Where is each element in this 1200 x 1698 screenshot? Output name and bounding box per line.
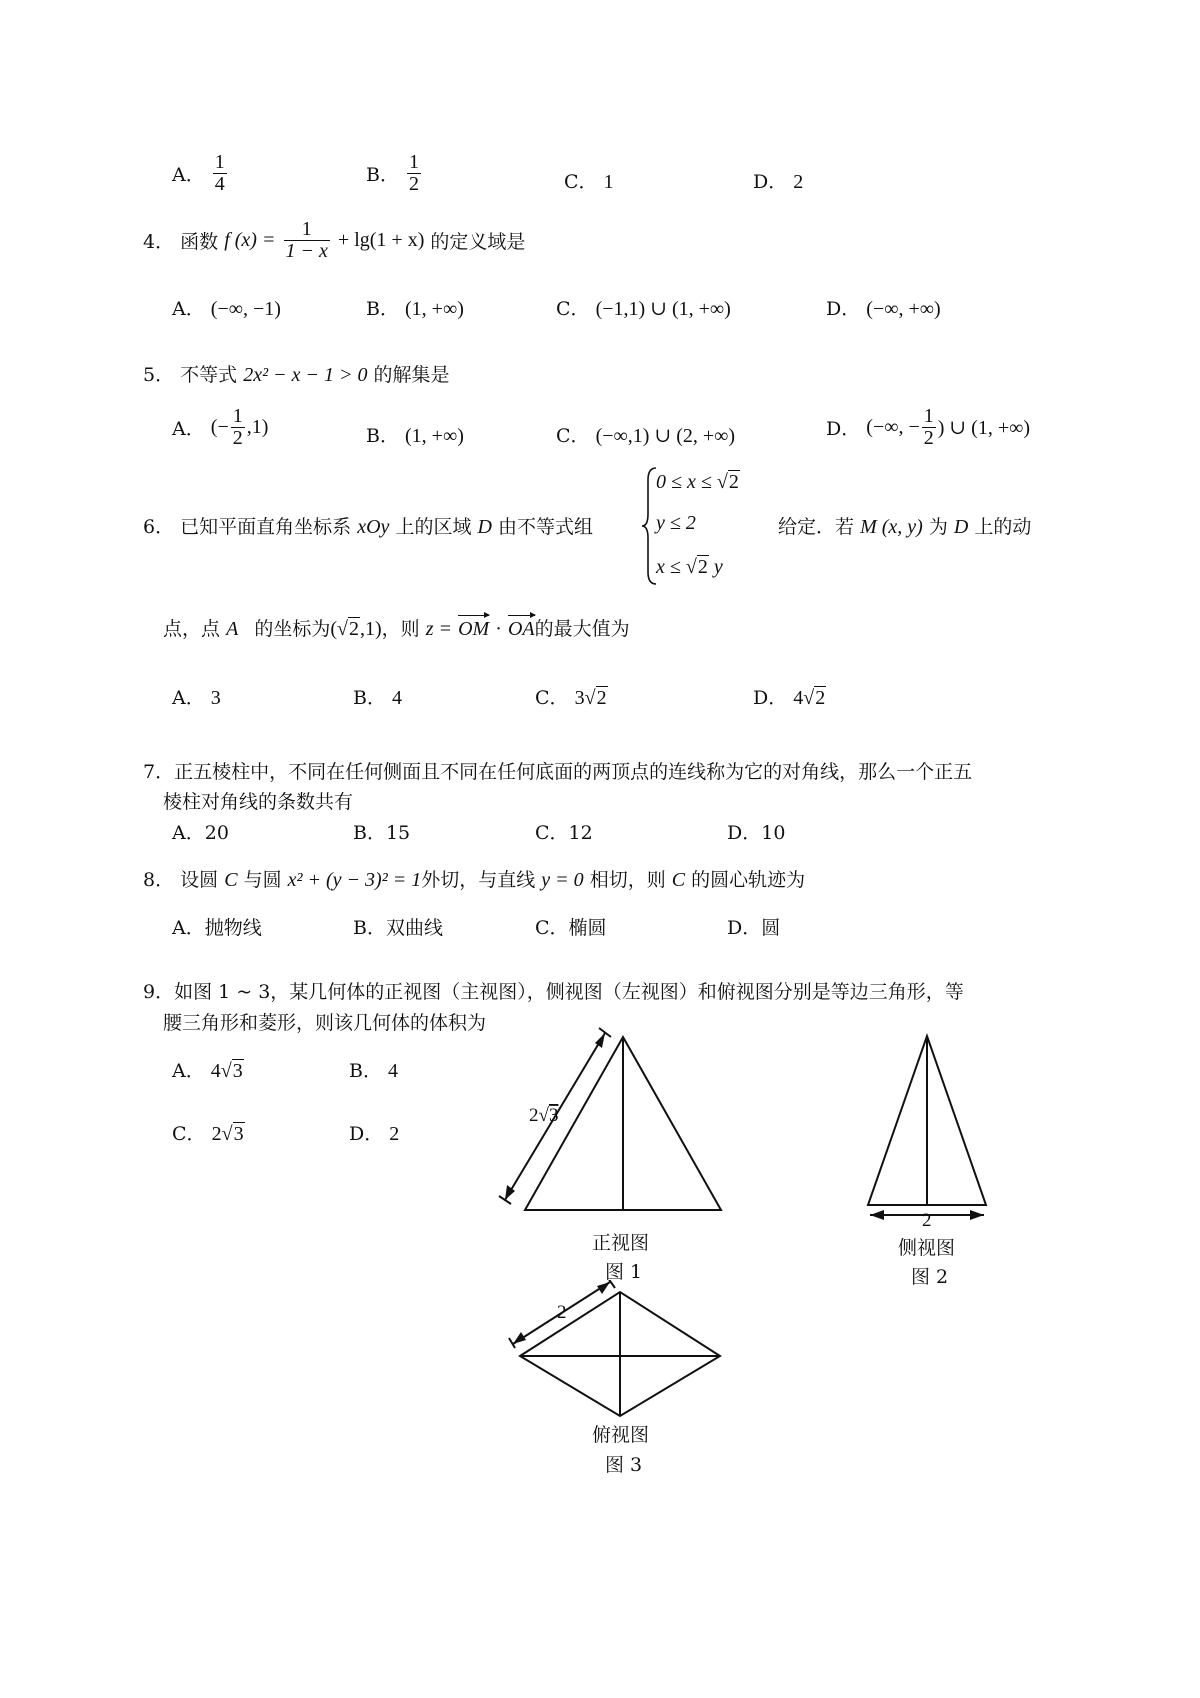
q6-option-c: C． 3√2 [535,687,607,709]
q9-option-a: A． 4√3 [172,1060,243,1082]
q3-option-b-fraction: $\frac{1}{2}$ [409,151,420,195]
sqrt-icon: √ [584,687,596,709]
figure-1-caption: 正视图 [592,1232,650,1254]
q8-option-b: B．双曲线 [353,917,443,939]
q6-system-line1: 0 ≤ x ≤ √2 [656,471,739,493]
q4-stem: 4． 函数 f (x) = $\frac{1}{1 - x}$ + lg(1 + x) 的定义域是 [143,218,526,262]
q8-stem: 8． 设圆 C 与圆 x² + (y − 3)² = 1外切，与直线 y = 0 相切，则 C 的圆心轨迹为 [143,869,806,891]
q5-option-b: B． (1, +∞) [366,425,464,447]
q9-stem-line1: 9．如图 1 ~ 3，某几何体的正视图（主视图），侧视图（左视图）和俯视图分别是等边三角形，等 [143,981,964,1003]
q3-option-c-label: C． [564,171,598,193]
sqrt-icon: √ [685,556,697,578]
figure-2-side-view [860,1030,995,1230]
fig3-arrow-start [513,1332,526,1344]
q3-option-c: C． 1 [564,171,614,193]
q5-option-a-fraction: $\frac{1}{2}$ [232,405,243,449]
fig2-dimension-label: 2 [922,1210,932,1230]
fig1-dimension-label: 2√3 [529,1105,559,1126]
q3-option-d-label: D． [753,171,788,193]
figure-1-front-view [495,1025,735,1225]
q9-option-c: C． 2√3 [172,1123,244,1145]
q4-option-c: C． (−1,1) ∪ (1, +∞) [556,298,731,320]
q3-option-a-fraction: $\frac{1}{4}$ [214,151,225,195]
q9-stem-line2: 腰三角形和菱形，则该几何体的体积为 [163,1012,487,1034]
q5-option-d-fraction: $\frac{1}{2}$ [923,405,934,449]
q6-option-d: D． 4√2 [753,687,826,709]
q6-option-b: B． 4 [353,687,403,709]
q3-option-a [172,152,229,195]
fig2-arrow-left [870,1210,884,1220]
figure-3-label: 图 3 [605,1454,643,1476]
q7-stem-line2: 棱柱对角线的条数共有 [163,791,354,813]
figure-2-label: 图 2 [911,1266,949,1288]
q8-option-c: C．椭圆 [535,917,607,939]
q6-system-line3: x ≤ √2 y [656,556,723,578]
q8-option-a: A．抛物线 [172,917,262,939]
figure-1-label: 图 1 [605,1261,643,1283]
fig2-arrow-right [970,1210,984,1220]
q4-number: 4． [143,231,175,253]
fig3-arrow-end [597,1282,610,1294]
q9-number: 9． [143,981,175,1003]
q4-fraction: $\frac{1}{1 - x}$ [285,218,328,262]
figure-3-top-view [505,1280,735,1420]
q6-system-line2: y ≤ 2 [656,512,696,534]
q5-option-d: D． (−∞, − $\frac{1}{2}$ ) ∪ (1, +∞) [826,405,1031,449]
fig3-dimension-label: 2 [557,1302,567,1323]
q7-number: 7． [143,761,175,783]
q3-option-d: D． 2 [753,171,804,193]
q4-option-a: A． (−∞, −1) [172,298,281,320]
q7-option-c: C．12 [535,822,593,844]
q9-option-b: B． 4 [349,1060,399,1082]
figure-2-caption: 侧视图 [898,1237,956,1259]
q5-stem: 5． 不等式 2x² − x − 1 > 0 的解集是 [143,364,450,386]
q5-number: 5． [143,364,175,386]
q3-option-b-label: B． [366,164,399,186]
q5-option-c: C． (−∞,1) ∪ (2, +∞) [556,425,736,447]
q7-option-d: D．10 [727,822,786,844]
q6-stem-line1: 6． 已知平面直角坐标系 xOy 上的区域 D 由不等式组 [143,516,594,538]
q3-option-a-label: A． [172,164,205,186]
q6-option-a: A． 3 [172,687,221,709]
q8-number: 8． [143,869,175,891]
sqrt-icon: √ [221,1123,233,1145]
figure-3-caption: 俯视图 [592,1424,650,1446]
q4-option-b: B． (1, +∞) [366,298,464,320]
q7-stem-line1: 7．正五棱柱中，不同在任何侧面且不同在任何底面的两顶点的连线称为它的对角线，那么一个正五 [143,761,973,783]
q9-option-d: D． 2 [349,1123,400,1145]
sqrt-icon: √ [803,687,815,709]
q6-number: 6． [143,516,175,538]
q7-option-a: A．20 [172,822,229,844]
sqrt-icon: √ [716,471,728,493]
q3-option-b [366,152,423,195]
sqrt-icon: √ [220,1060,232,1082]
q5-option-a: A． (− $\frac{1}{2}$ ,1) [172,405,269,449]
q6-stem-line2: 点，点 A 的坐标为(√2,1)，则 z = OM · OA的最大值为 [163,618,630,640]
q4-option-d: D． (−∞, +∞) [826,298,941,320]
q7-option-b: B．15 [353,822,411,844]
sqrt-icon: √ [337,618,348,640]
q8-option-d: D．圆 [727,917,781,939]
q6-stem-line1-tail: 给定．若 M (x, y) 为 D 上的动 [778,516,1032,538]
